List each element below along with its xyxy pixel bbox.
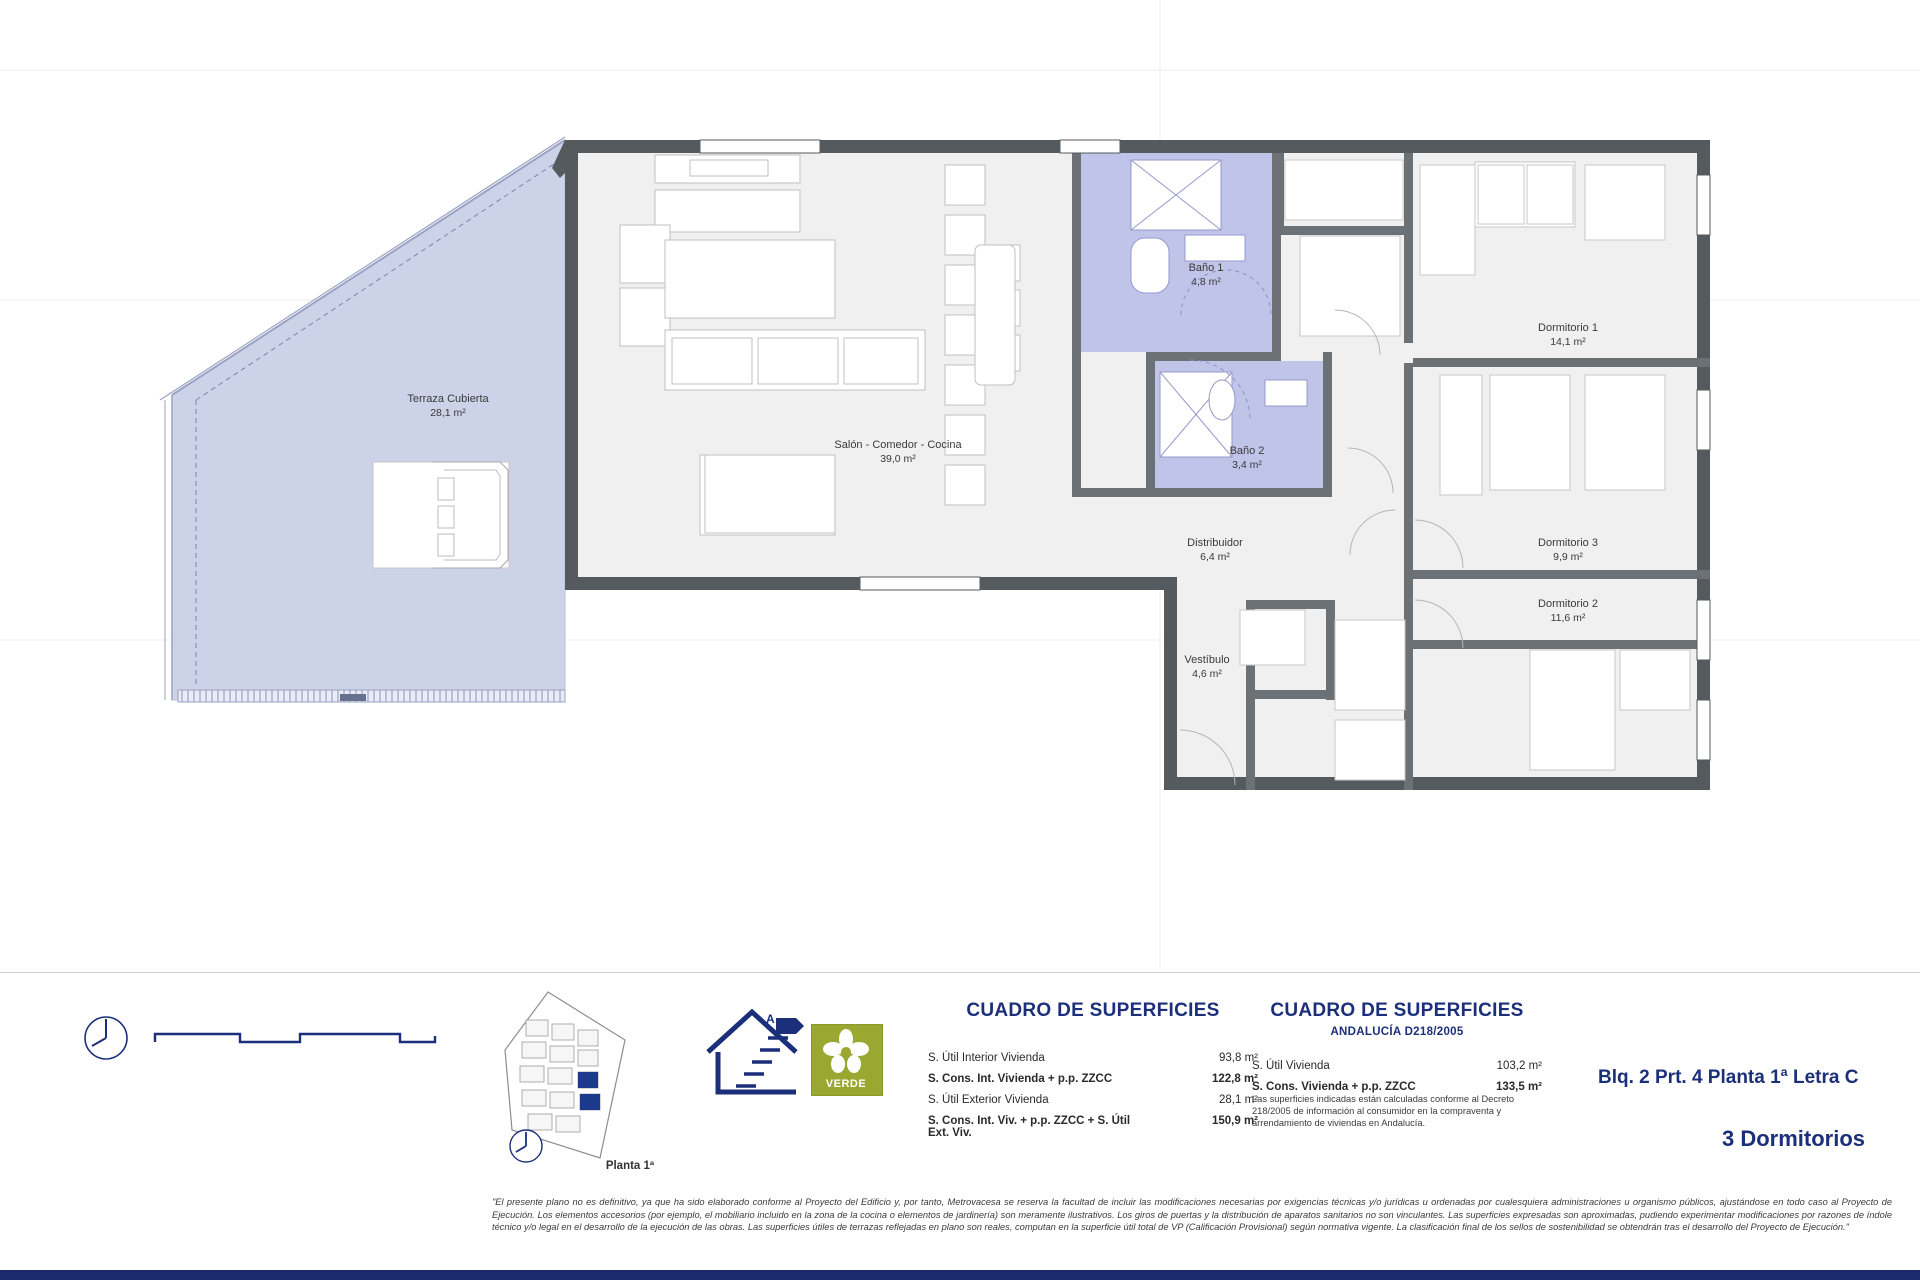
room-area: 3,4 m² [1232, 459, 1262, 471]
table-row [1252, 1081, 1542, 1093]
energy-class-label: A [766, 1012, 775, 1026]
row-label: S. Cons. Int. Vivienda + p.p. ZZCC [928, 1073, 1113, 1085]
room-area: 39,0 m² [880, 453, 916, 465]
room-area: 28,1 m² [430, 407, 466, 419]
compass-rose [78, 1010, 134, 1066]
surface-table-right [1252, 1060, 1542, 1093]
row-label: S. Cons. Int. Viv. + p.p. ZZCC + S. Útil Ext. Viv. [928, 1115, 1131, 1139]
table-row [928, 1052, 1258, 1064]
verde-label: VERDE [825, 1078, 867, 1090]
room-area: 9,9 m² [1553, 551, 1583, 563]
room-name: Terraza Cubierta [407, 393, 489, 405]
bottom-brand-bar [0, 1270, 1920, 1280]
room-label [1538, 536, 1598, 564]
room-name: Salón - Comedor - Cocina [834, 439, 962, 451]
room-name: Baño 2 [1229, 445, 1265, 457]
room-label [407, 392, 488, 420]
row-label: S. Útil Exterior Vivienda [928, 1094, 1049, 1106]
legal-disclaimer: "El presente plano no es definitivo, ya que ha sido elaborado conforme al Proyecto del Edificio y, por tanto, Metrovacesa se reserva la facultad de incluir las modificaciones necesarias por exigencias técnicas y/o jurídicas u ordenadas por cualesquiera administraciones u organismo públicos, ajustándose en todo caso al Proyecto de Ejecución. Los elementos accesorios (por ejemplo, el mobiliario incluido en la zona de la cocina o elementos de jardinería) son meramente ilustrativos. Los giros de puertas y la distribución de aparatos sanitarios no son vinculantes. Las superficies expresadas son aproximadas, pudiendo experimentar modificaciones por razones de índole técnico y/o legal en el desarrollo de la ejecución de las obras. Las superficies útiles de terrazas reflejadas en plano son reales, computan en la superficie útil total de VP (Calificación Provisional) según normativa vigente. La clasificación final de los sellos de sostenibilidad se obtendrán tras el desarrollo del Proyecto de Ejecución." [492, 1197, 1892, 1233]
table-right-title: CUADRO DE SUPERFICIES [1270, 1000, 1524, 1021]
row-value: 133,5 m² [1495, 1081, 1542, 1093]
table-row [928, 1073, 1258, 1085]
row-value: 150,9 m² [1211, 1115, 1258, 1127]
table-row [1252, 1060, 1542, 1072]
room-name: Dormitorio 2 [1538, 598, 1598, 610]
terrace-furniture [373, 462, 509, 568]
footer-divider [0, 972, 1920, 973]
surface-table-left [928, 1052, 1258, 1139]
row-value: 93,8 m² [1219, 1052, 1258, 1064]
room-area: 6,4 m² [1200, 551, 1230, 563]
table-row [928, 1115, 1258, 1139]
row-value: 103,2 m² [1496, 1060, 1542, 1072]
room-name: Dormitorio 3 [1538, 537, 1598, 549]
site-compass-icon [505, 1125, 547, 1167]
room-area: 4,8 m² [1191, 276, 1221, 288]
energy-rating-icon [700, 1000, 810, 1100]
row-label: S. Cons. Vivienda + p.p. ZZCC [1252, 1081, 1416, 1093]
room-name: Distribuidor [1187, 537, 1243, 549]
room-label [1184, 653, 1229, 681]
unit-reference: Blq. 2 Prt. 4 Planta 1ª Letra C [1598, 1067, 1859, 1088]
room-label [1538, 321, 1598, 349]
row-label: S. Útil Interior Vivienda [928, 1052, 1045, 1064]
room-name: Baño 1 [1188, 262, 1224, 274]
row-label: S. Útil Vivienda [1252, 1060, 1330, 1072]
scale-bar [150, 1028, 440, 1050]
room-area: 14,1 m² [1550, 336, 1586, 348]
table-row [928, 1094, 1258, 1106]
terrace-area [160, 137, 565, 702]
bedroom-count: 3 Dormitorios [1722, 1126, 1866, 1151]
room-name: Dormitorio 1 [1538, 322, 1598, 334]
row-value: 122,8 m² [1211, 1073, 1258, 1085]
room-label [834, 438, 961, 466]
room-area: 11,6 m² [1550, 612, 1586, 624]
site-plan-caption: Planta 1ª [605, 1160, 655, 1172]
room-label [1538, 597, 1598, 625]
leaf-icon [822, 1028, 870, 1076]
room-label [1189, 261, 1224, 289]
room-label [1230, 444, 1265, 472]
room-area: 4,6 m² [1192, 668, 1222, 680]
row-value: 28,1 m² [1219, 1094, 1258, 1106]
room-name: Vestíbulo [1184, 654, 1230, 666]
room-label [1187, 536, 1243, 564]
decree-note: Las superficies indicadas están calculadas conforme al Decreto 218/2005 de información al consumidor en la compraventa y arrendamiento de viviendas en Andalucía. [1252, 1094, 1515, 1128]
table-right-subtitle: ANDALUCÍA D218/2005 [1330, 1026, 1464, 1038]
table-left-title: CUADRO DE SUPERFICIES [966, 1000, 1220, 1021]
